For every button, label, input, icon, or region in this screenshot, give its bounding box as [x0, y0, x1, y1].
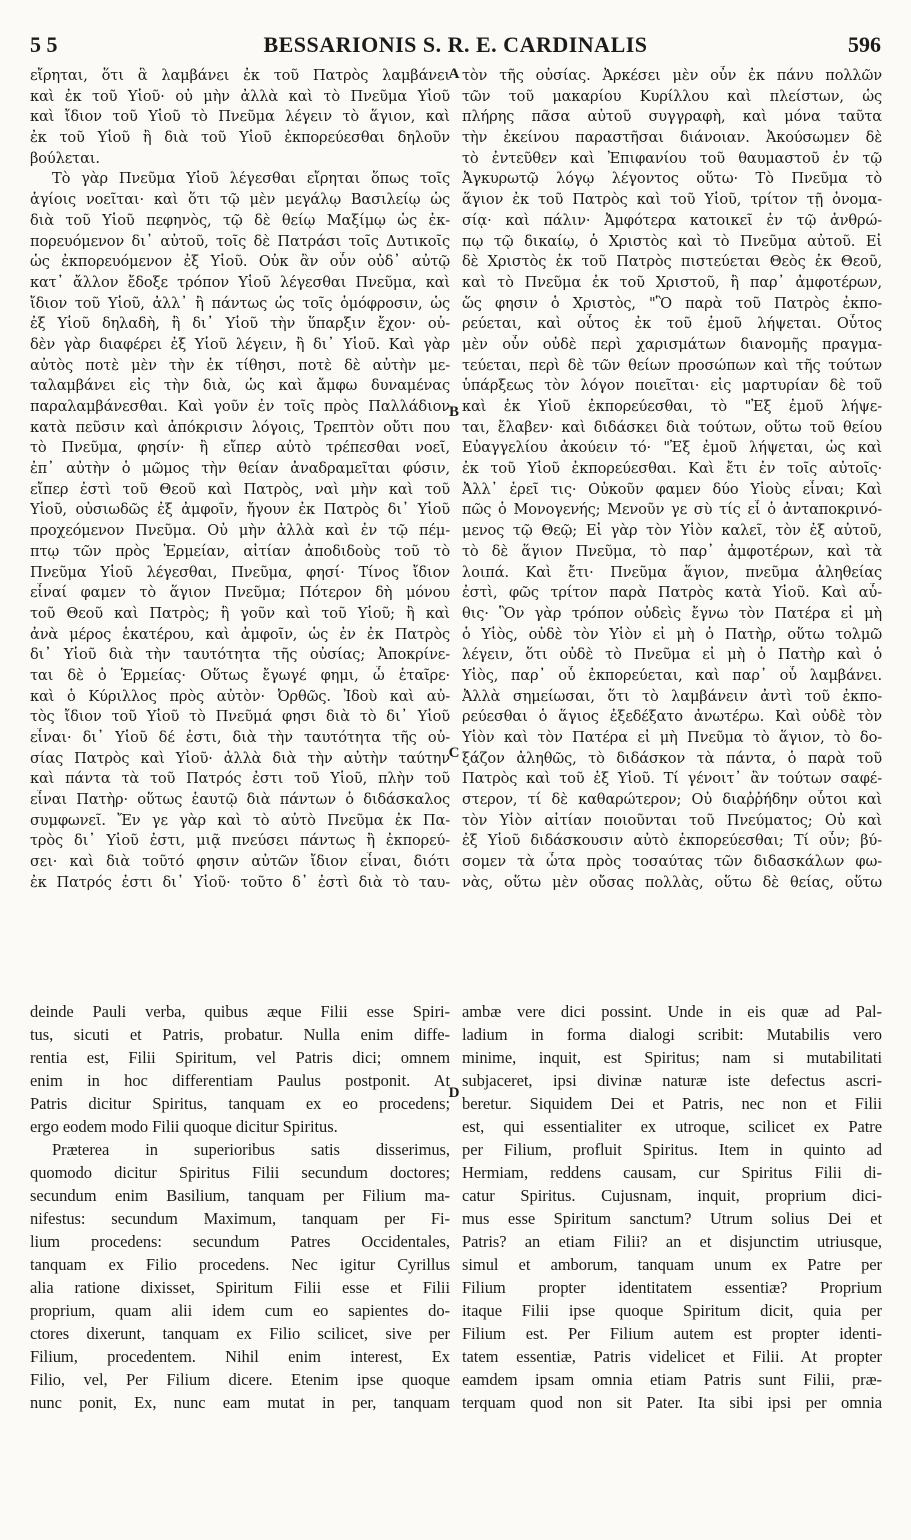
- text-line: τῶν τοῦ μακαρίου Κυρίλλου καὶ πλείστων, ὡς: [462, 87, 882, 105]
- text-line: rentia est, Filii Spiritum, vel Patris dici; omnem: [30, 1048, 450, 1067]
- text-line: προχεόμενον Πνεῦμα. Οὐ μὴν ἀλλὰ καὶ ἐν τῷ πέμ-: [30, 522, 450, 540]
- text-line: ὡς ἐκπορευόμενον ἐξ Υἱοῦ. Οὐκ ἂν οὖν οὐδ᾽ αὐτῷ: [30, 253, 450, 271]
- text-line: σίας Πατρὸς καὶ Υἱοῦ· ἀλλὰ διὰ τὴν αὐτὴν ταύτην: [30, 749, 450, 767]
- text-line: proprium, quam alii idem cum eo sapientes do-: [30, 1301, 450, 1320]
- text-line: τὸν τῆς οὐσίας. Ἀρκέσει μὲν οὖν ἐκ πάνυ πολλῶν: [462, 67, 882, 84]
- text-line: σίᾳ· καὶ πάλιν· Ἀμφότερα κατοικεῖ ἐν τῷ ἀνθρώ-: [462, 211, 882, 229]
- section-marker-c: C: [448, 745, 460, 761]
- text-line: Πνεῦμα Υἱοῦ λέγεσθαι, Πνεῦμα, φησί· Τίνος ἴδιον: [30, 563, 450, 581]
- text-line: Filium, procedentem. Nihil enim interest, Ex: [30, 1347, 450, 1366]
- text-line: τεύεται, περὶ δὲ τῶν θείων προσώπων καὶ τῆς τούτων: [462, 356, 882, 374]
- text-line: subjaceret, ipsi divinæ naturæ iste defectus ascri-: [462, 1071, 882, 1090]
- text-line: ται δὲ ὁ Ἑρμείας· Οὕτως ἔγωγέ φημι, ὦ ἑταῖρε·: [30, 666, 450, 684]
- greek-text-left-column: [30, 66, 450, 894]
- text-line: καὶ ὁ Κύριλλος πρὸς αὐτὸν· Ὀρθῶς. Ἰδοὺ καὶ αὐ-: [30, 687, 450, 705]
- text-line: Υἱὸς, παρ᾽ οὗ ἐκπορεύεται, καὶ παρ᾽ οὗ λαμβάνει.: [462, 666, 882, 684]
- text-line: ladium in forma dialogi scribit: Mutabilis vero: [462, 1025, 882, 1044]
- text-line: ἴδιον τοῦ Υἱοῦ, ἀλλ᾽ ἢ πάντως ὡς τοῖς ὁμόφροσιν, ὡς: [30, 294, 450, 312]
- text-line: στερον, τί δὲ καθαρώτερον; Οὐ διαῤῥήδην οὗτοι καὶ: [462, 791, 882, 809]
- text-line: nifestus: secundum Maximum, tanquam per Fi-: [30, 1209, 450, 1228]
- text-line: alia ratione dixisset, Spiritum Filii esse et Filii: [30, 1278, 450, 1297]
- text-line: καὶ ἐκ Υἱοῦ ἐκπορεύεσθαι, τὸ "Ἐξ ἐμοῦ λήψε-: [462, 398, 882, 415]
- text-line: Filium propter identitatem essentiæ? Proprium: [462, 1278, 882, 1297]
- text-line: nunc ponit, Ex, nunc eam mutat in per, tanquam: [30, 1393, 450, 1412]
- text-line: ctores dixerunt, tanquam ex Filio scilicet, sive per: [30, 1324, 450, 1343]
- text-line: βούλεται.: [30, 149, 100, 167]
- text-line: ergo eodem modo Filii quoque dicitur Spiritus.: [30, 1117, 338, 1136]
- text-line: μενος τῷ Θεῷ; Εἰ γὰρ τὸν Υἱὸν καλεῖ, τὸν ἐξ αὐτοῦ,: [462, 522, 882, 540]
- text-line: terquam quod non sit Pater. Ita sibi ipsi per omnia: [462, 1393, 882, 1412]
- text-line: τὸν Υἱὸν αἰτίαν ποιοῦνται τοῦ Πνεύματος; Οὐ καὶ: [462, 811, 882, 829]
- text-line: κατ᾽ ἄλλον ἔδοξε τρόπον Υἱοῦ λέγεσθαι Πνεῦμα, καὶ: [30, 273, 450, 291]
- text-line: παραλαμβάνεσθαι. Καὶ γοῦν ἐν τοῖς πρὸς Παλλάδιον: [30, 398, 450, 415]
- text-line: Εὐαγγελίου ἀκούειν τό· "Ἐξ ἐμοῦ λήψεται, ὡς καὶ: [462, 439, 882, 457]
- text-line: lium procedens: secundum Patres Occidentales,: [30, 1232, 450, 1251]
- text-line: μὲν οὖν οὐδὲ περὶ χαρισμάτων διανομῆς πραγμα-: [462, 335, 882, 353]
- text-line: εἶναί φαμεν τὸ ἅγιον Πνεῦμα; Πότερον δὴ μόνου: [30, 584, 450, 602]
- text-line: ἐξ Υἱοῦ διδάσκουσιν αὐτὸ ἐκπορεύεσθαι; Τί οὖν; βύ-: [462, 832, 882, 850]
- text-line: καὶ ἐκ τοῦ Υἱοῦ· οὐ μὴν ἀλλὰ καὶ τὸ Πνεῦμα Υἱοῦ: [30, 87, 450, 105]
- text-line: ἀνὰ μέρος ἑκατέρου, καὶ ἀμφοῖν, ὡς ἐν ἐκ Πατρὸς: [30, 625, 450, 643]
- text-line: τὸ ἐντεῦθεν καὶ Ἐπιφανίου τοῦ θαυμαστοῦ ἐν τῷ: [462, 149, 882, 167]
- text-line: ambæ vere dici possint. Unde in eis quæ ad Pal-: [462, 1002, 882, 1021]
- text-line: τοῦ Θεοῦ καὶ Πατρὸς; ἢ γοῦν καὶ τοῦ Υἱοῦ; ἢ καὶ: [30, 604, 450, 622]
- text-line: εἴπερ ἐστὶ τοῦ Θεοῦ καὶ Πατρὸς, ναὶ μὴν καὶ τοῦ: [30, 480, 450, 498]
- text-line: Filium est. Per Filium autem est propter identi-: [462, 1324, 882, 1343]
- page-number-left: 5 5: [30, 32, 58, 57]
- text-line: πλήρης πᾶσα αὐτοῦ συγγραφὴ, καὶ μόνα ταῦτα: [462, 108, 882, 126]
- text-line: tanquam ex Filio procedens. Nec igitur Cyrillus: [30, 1255, 450, 1274]
- text-line: λοιπά. Καὶ ἔτι· Πνεῦμα ἅγιον, πνεῦμα ἀληθείας: [462, 563, 882, 581]
- text-line: Πατρὸς καὶ τοῦ ἐξ Υἱοῦ. Τί γένοιτ᾽ ἂν τούτων σαφέ-: [462, 770, 882, 788]
- text-line: καὶ ἴδιον τοῦ Υἱοῦ τὸ Πνεῦμα λέγειν τὸ ἅγιον, καὶ: [30, 108, 450, 126]
- text-line: κατὰ πεῦσιν καὶ ἀπόκρισιν λόγοις, Τρεπτὸν οὔτι που: [30, 418, 450, 436]
- text-line: ἐκ Πατρός ἐστι δι᾽ Υἱοῦ· τοῦτο δ᾽ ἐστὶ διὰ τὸ ταυ-: [30, 873, 450, 891]
- text-line: enim in hoc differentiam Paulus postponit. At: [30, 1071, 450, 1090]
- text-line: σομεν τὰ ὦτα πρὸς τοσαύτας τῶν διδασκάλων φω-: [462, 853, 882, 871]
- text-line: ἐπ᾽ αὐτὴν ὁ μῶμος τὴν θείαν ἀναδραμεῖται φύσιν,: [30, 460, 450, 478]
- text-line: ρεύεσθαι ὁ ἅγιος ἐξεδέξατο ἀνωτέρω. Καὶ οὐδὲ τὸν: [462, 708, 882, 726]
- text-line: τρὸς δι᾽ Υἱοῦ ἐστι, μιᾷ πνεύσει πάντως ἢ ἐκπορεύ-: [30, 832, 450, 850]
- text-line: νὰς, οὕτω μὲν οὔσας πολλὰς, οὕτω δὲ θείας, οὕτω: [462, 873, 882, 891]
- text-line: Filio, vel, Per Filium dicere. Etenim ipse quoque: [30, 1370, 450, 1389]
- page-number-right: 596: [848, 32, 881, 57]
- section-marker-d: D: [448, 1085, 460, 1101]
- text-line: beretur. Siquidem Dei et Patris, nec non et Filii: [462, 1094, 882, 1113]
- text-line: ξάζον ἀληθῶς, τὸ διδάσκον τὰ πάντα, ὁ παρὰ τοῦ: [462, 749, 882, 767]
- text-line: Præterea in superioribus satis disserimus,: [52, 1140, 450, 1159]
- text-line: secundum enim Basilium, tanquam per Filium ma-: [30, 1186, 450, 1205]
- latin-text-right-column: [462, 1000, 882, 1414]
- text-line: λέγειν, ὅτι οὐδὲ τὸ Πνεῦμα εἰ μὴ ὁ Πατὴρ καὶ ὁ: [462, 646, 882, 664]
- text-line: καὶ τὸ Πνεῦμα ἐκ τοῦ Χριστοῦ, ἢ παρ᾽ ἀμφοτέρων,: [462, 273, 882, 291]
- text-line: αὐτὸς ποτὲ μὲν τὴν ἐκ τίθησι, ποτὲ δὲ αὐτὴν με-: [30, 356, 450, 374]
- text-line: πῶς ὁ Μονογενής; Μενοῦν γε σὺ τίς εἶ ὁ ἀνταποκρινό-: [462, 501, 882, 519]
- text-line: Υἱοῦ, οὐσιωδῶς ἐξ ἀμφοῖν, ἤγουν ἐκ Πατρὸς δι᾽ Υἱοῦ: [30, 501, 450, 519]
- text-line: σει· καὶ διὰ τοῦτό φησιν αὐτῶν ἴδιον εἶναι, διότι: [30, 853, 450, 871]
- text-line: ἐκ τοῦ Υἱοῦ ἢ διὰ τοῦ Υἱοῦ ἐκπορεύεσθαι δηλοῦν: [30, 129, 450, 147]
- text-line: τὸς ἴδιον τοῦ Υἱοῦ τὸ Πνεῦμά φησι διὰ τὸ δι᾽ Υἱοῦ: [30, 708, 450, 726]
- text-line: Ἀγκυρωτῷ λόγῳ λέγοντος οὕτω· Τὸ Πνεῦμα τὸ: [462, 170, 882, 188]
- text-line: καὶ πάντα τὰ τοῦ Πατρός ἐστι τοῦ Υἱοῦ, πλὴν τοῦ: [30, 770, 450, 788]
- text-line: θις· Ὃν γὰρ τρόπον οὐδεὶς ἔγνω τὸν Πατέρα εἰ μὴ: [462, 604, 882, 622]
- text-line: εἶναι· δι᾽ Υἱοῦ δέ ἐστι, διὰ τὴν ταυτότητα τῆς οὐ-: [30, 729, 450, 746]
- text-line: ὥς φησιν ὁ Χριστὸς, "Ὃ παρὰ τοῦ Πατρὸς ἐκπο-: [462, 294, 882, 312]
- text-line: ἁγίοις νοεῖται· καὶ ὅτι τῷ μὲν μεγάλῳ Βασιλείῳ ὡς: [30, 191, 450, 209]
- text-line: δι᾽ Υἱοῦ διὰ τὴν ταυτότητα τῆς οὐσίας; Ἀποκρίνε-: [30, 646, 450, 664]
- text-line: simul et amborum, tanquam unum ex Patre per: [462, 1255, 882, 1274]
- text-line: est, qui essentialiter ex utroque, scilicet ex Patre: [462, 1117, 882, 1136]
- text-line: Τὸ γὰρ Πνεῦμα Υἱοῦ λέγεσθαι εἴρηται ὅπως τοῖς: [52, 170, 450, 188]
- section-marker-a: A: [448, 66, 460, 82]
- text-line: Hermiam, reddens causam, cur Spiritus Filii di-: [462, 1163, 882, 1182]
- text-line: πορευόμενον δι᾽ αὐτοῦ, τοῖς δὲ Πατράσι τοῖς Δυτικοῖς: [30, 232, 450, 250]
- text-line: ὑπάρξεως τὸν λόγον ποιεῖται· εἰς μαρτυρίαν δὲ τοῦ: [462, 377, 882, 395]
- text-line: per Filium, profluit Spiritus. Item in quinto ad: [462, 1140, 882, 1159]
- text-line: ταλαμβάνει εἰς τὴν διὰ, ὡς καὶ ἄμφω δυναμένας: [30, 377, 450, 395]
- text-line: εἶναι Πατὴρ· οὕτως ἑαυτῷ διὰ πάντων ὁ διδάσκαλος: [30, 791, 450, 809]
- greek-text-right-column: [462, 66, 882, 894]
- text-line: εἴρηται, ὅτι ἃ λαμβάνει ἐκ τοῦ Πατρὸς λαμβάνει: [30, 67, 450, 84]
- text-line: eamdem ipsam omnia etiam Patris sunt Filii, præ-: [462, 1370, 882, 1389]
- text-line: ὁ Υἱὸς, οὐδὲ τὸν Υἱὸν εἰ μὴ ὁ Πατὴρ, οὕτω τολμῶ: [462, 625, 882, 643]
- text-line: διὰ τοῦ Υἱοῦ πεφηνὸς, τῷ δὲ θείῳ Μαξίμῳ ὡς ἐκ-: [30, 211, 450, 229]
- text-line: συμφωνεῖ. Ἔν γε γὰρ καὶ τὸ αὐτὸ Πνεῦμα ἐκ Πα-: [30, 811, 450, 829]
- text-line: tus, sicuti et Patris, probatur. Nulla enim diffe-: [30, 1025, 450, 1044]
- latin-text-left-column: [30, 1000, 450, 1414]
- text-line: Patris dicitur Spiritus, tanquam ex eo procedens;: [30, 1094, 450, 1113]
- text-line: δὲ Χριστὸς ἐκ τοῦ Πατρὸς πιστεύεται Θεὸς ἐκ Θεοῦ,: [462, 253, 882, 271]
- section-marker-b: B: [448, 404, 459, 420]
- text-line: ἐστὶ, φῶς τρίτον παρὰ Πατρὸς κατὰ Υἱοῦ. Καὶ αὖ-: [462, 584, 882, 602]
- text-line: ται, ἔλαβεν· καὶ διδάσκει διὰ τούτων, οὕτω τοῦ θείου: [462, 418, 882, 436]
- text-line: catur Spiritus. Cujusnam, inquit, proprium dici-: [462, 1186, 882, 1205]
- text-line: δὲν γὰρ διαφέρει ἐξ Υἱοῦ λέγειν, ἢ δι᾽ Υἱοῦ. Καὶ γὰρ: [30, 335, 450, 353]
- text-line: ρεύεται, καὶ οὗτος ἐκ τοῦ ἐμοῦ λήψεται. Οὗτος: [462, 315, 882, 333]
- text-line: quomodo dicitur Spiritus Filii secundum doctores;: [30, 1163, 450, 1182]
- text-line: Ἀλλ᾽ ἐρεῖ τις· Οὐκοῦν φαμεν δύο Υἱοὺς εἶναι; Καὶ: [462, 480, 882, 498]
- text-line: itaque Filii ipse quoque Spiritum dicit, quia per: [462, 1301, 882, 1320]
- text-line: tatem essentiæ, Patris videlicet et Filii. At propter: [462, 1347, 882, 1366]
- text-line: deinde Pauli verba, quibus æque Filii esse Spiri-: [30, 1002, 450, 1021]
- text-line: τὸ Πνεῦμα, φησίν· ἢ εἴπερ αὐτὸ τρέπεσθαι νοεῖ,: [30, 439, 450, 457]
- text-line: πτῳ τῶν πρὸς Ἑρμείαν, αἰτίαν ἀποδιδοὺς τοῦ τὸ: [30, 542, 450, 560]
- text-line: Ἀλλὰ σημείωσαι, ὅτι τὸ λαμβάνειν ἀντὶ τοῦ ἐκπο-: [462, 687, 882, 705]
- text-line: τὸ δὲ ἅγιον Πνεῦμα, τὸ παρ᾽ ἀμφοτέρων, καὶ τὰ: [462, 542, 882, 560]
- text-line: τὴν ἐκείνου παραστῆσαι διάνοιαν. Ἀκούσωμεν δὲ: [462, 129, 882, 147]
- text-line: mus esse Spiritum sanctum? Utrum solius Dei et: [462, 1209, 882, 1228]
- text-line: Υἱὸν καὶ τὸν Πατέρα εἰ μὴ Πνεῦμα τὸ ἅγιον, τὸ δο-: [462, 729, 882, 746]
- running-title: BESSARIONIS S. R. E. CARDINALIS: [263, 32, 648, 57]
- page-header: [30, 32, 881, 58]
- text-line: ἐκ τοῦ Υἱοῦ ἐκπορεύεσθαι. Καὶ ἔτι ἐν τοῖς αὐτοῖς·: [462, 460, 882, 478]
- text-line: πῳ τῷ δικαίῳ, ὁ Χριστὸς καὶ τὸ Πνεῦμα αὐτοῦ. Εἰ: [462, 232, 882, 250]
- text-line: Patris? an etiam Filii? an et disjunctim utriusque,: [462, 1232, 882, 1251]
- text-line: ἅγιον ἐκ τοῦ Πατρὸς καὶ τοῦ Υἱοῦ, τρίτον τῇ ὀνομα-: [462, 191, 882, 209]
- text-line: ἐξ Υἱοῦ δηλαδὴ, ἢ δι᾽ Υἱοῦ τὴν ὕπαρξιν ἔχον· οὐ-: [30, 315, 450, 333]
- text-line: minime, inquit, est Spiritus; nam si mutabilitati: [462, 1048, 882, 1067]
